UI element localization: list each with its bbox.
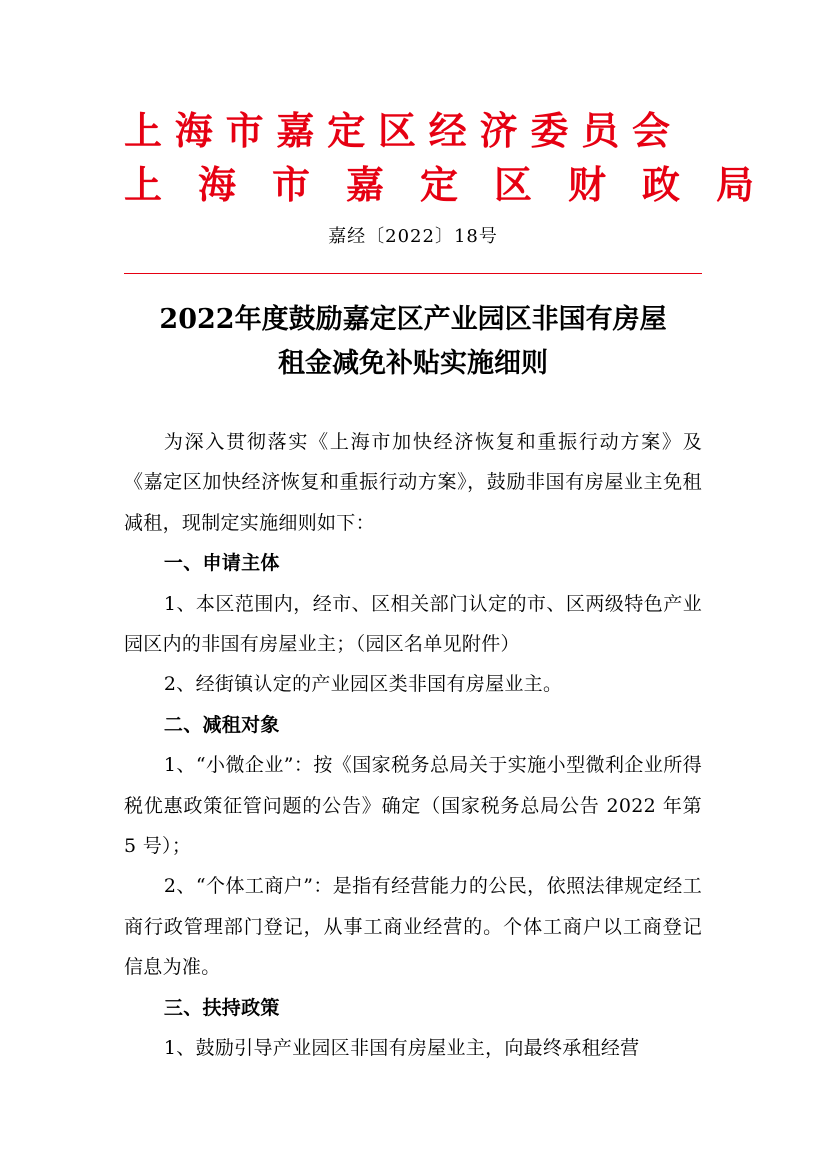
issuing-org-finance-bureau: 上海市嘉定区财政局 bbox=[124, 162, 791, 207]
section-heading-support-policy: 三、扶持政策 bbox=[163, 996, 280, 1019]
issuing-org-economic-committee: 上海市嘉定区经济委员会 bbox=[124, 108, 683, 153]
section-1-item-2: 2、经街镇认定的产业园区类非国有房屋业主。 bbox=[163, 673, 563, 696]
section-3-item-1: 1、鼓励引导产业园区非国有房屋业主，向最终承租经营 bbox=[163, 1037, 640, 1060]
section-2-item-2: 2、“个体工商户”：是指有经营能力的公民，依照法律规定经工商行政管理部门登记，从事工商业经营的。个体工商户以工商登记信息为准。 bbox=[124, 875, 702, 979]
document-number: 嘉经〔2022〕18号 bbox=[328, 226, 498, 247]
title-line-2: 租金减免补贴实施细则 bbox=[278, 348, 548, 379]
document-title bbox=[0, 298, 826, 386]
red-divider-line bbox=[124, 273, 702, 274]
title-line-1: 2022年度鼓励嘉定区产业园区非国有房屋 bbox=[159, 304, 667, 335]
section-2-item-1: 1、“小微企业”：按《国家税务总局关于实施小型微利企业所得税优惠政策征管问题的公告》确定（国家税务总局公告 2022 年第 5 号）； bbox=[124, 754, 702, 858]
section-heading-rent-reduction-targets: 二、减租对象 bbox=[163, 713, 280, 736]
section-1-item-1: 1、本区范围内，经市、区相关部门认定的市、区两级特色产业园区内的非国有房屋业主；（园区名单见附件） bbox=[124, 592, 702, 656]
document-body bbox=[124, 422, 702, 1069]
section-heading-applicants: 一、申请主体 bbox=[163, 552, 280, 575]
intro-paragraph: 为深入贯彻落实《上海市加快经济恢复和重振行动方案》及《嘉定区加快经济恢复和重振行动方案》，鼓励非国有房屋业主免租减租，现制定实施细则如下： bbox=[124, 431, 702, 534]
